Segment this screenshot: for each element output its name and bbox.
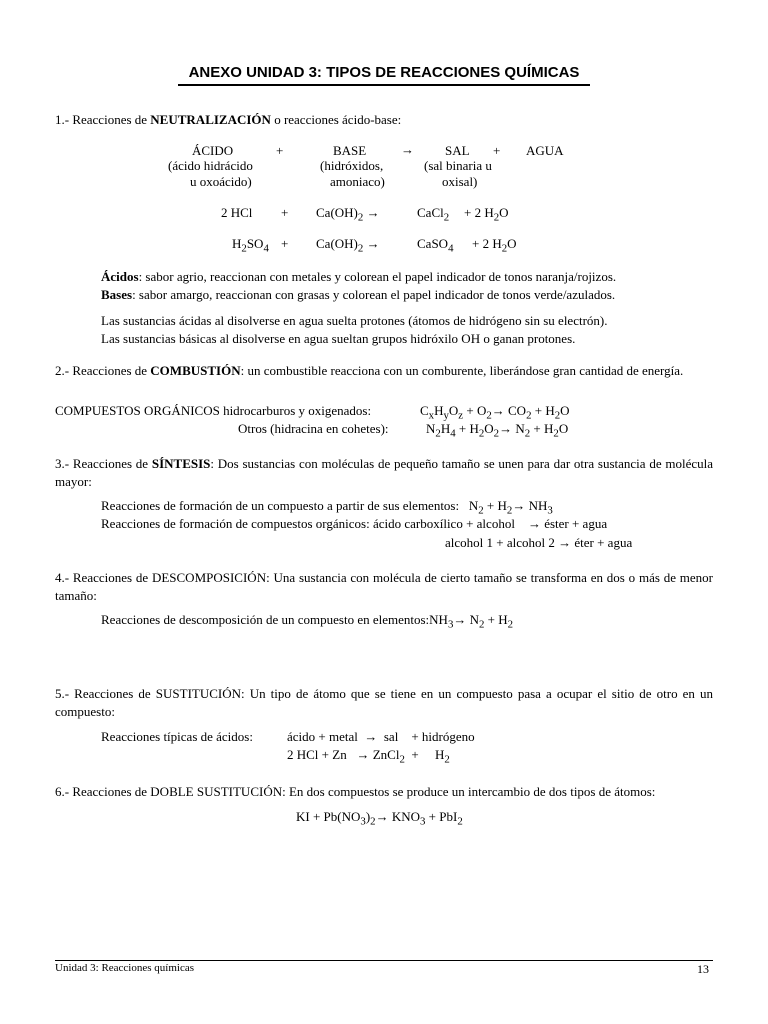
synthesis-alcohols: alcohol 1 + alcohol 2 → éter + agua (445, 535, 633, 550)
synthesis-organic: Reacciones de formación de compuestos orgánicos: ácido carboxílico + alcohol → éster + agua (101, 516, 608, 531)
word-sal: SAL (445, 143, 470, 158)
combustion-organic-eq: $C_xH_yO_z + O_2\to CO_2 + H_2O$ (420, 403, 570, 422)
word-agua: AGUA (526, 143, 564, 158)
page-number: 13 (697, 962, 709, 976)
plus-2: + (493, 143, 501, 158)
combustion-organic-label: COMPUESTOS ORGÁNICOS hidrocarburos y oxigenados: (55, 403, 372, 418)
footer-rule (55, 960, 713, 961)
combustion-other-label: Otros (hidracina en cohetes): (238, 421, 389, 436)
eq2-plus: + (281, 236, 289, 251)
section-3-heading: 3.- Reacciones de SÍNTESIS: Dos sustancias con moléculas de pequeño tamaño se unen para dar otra sustancia de molécula mayor: (55, 456, 713, 489)
base-note-1: (hidróxidos, (320, 158, 384, 173)
word-acido: ÁCIDO (192, 143, 234, 158)
footer-unit: Unidad 3: Reacciones químicas (55, 962, 194, 974)
section-4-heading: 4.- Reacciones de DESCOMPOSICIÓN: Una sustancia con molécula de cierto tamaño se transforma en dos o más de menor tamaño: (55, 570, 713, 603)
combustion-other-eq: $N_2H_4 + H_2O_2\to N_2 + H_2O$ (426, 421, 569, 440)
acid-reactions-label: Reacciones típicas de ácidos: (101, 729, 253, 744)
acido-note-2: u oxoácido) (190, 174, 252, 189)
acid-reactions-words: ácido + metal → sal + hidrógeno (287, 729, 475, 744)
page-title: ANEXO UNIDAD 3: TIPOS DE REACCIONES QUÍMICAS (188, 64, 580, 81)
section-2-heading: 2.- Reacciones de COMBUSTIÓN: un combustible reacciona con un comburente, liberándose gran cantidad de energía. (55, 363, 684, 378)
eq2-h2so4: $H_2SO_4$ (232, 236, 269, 255)
double-substitution-eq: KI + $Pb(NO_3)_2\to KNO_3 + PbI_2$ (296, 809, 463, 828)
acido-note-1: (ácido hidrácido (168, 158, 253, 173)
plus-1: + (276, 143, 284, 158)
section-5-heading: 5.- Reacciones de SUSTITUCIÓN: Un tipo de átomo que se tiene en un compuesto pasa a ocupar el sitio de otro en un compuesto: (55, 686, 713, 719)
sal-note-1: (sal binaria u (424, 158, 492, 173)
eq2-caso4: CaSO$_4$ (417, 236, 454, 255)
eq1-hcl: 2 HCl (221, 205, 253, 220)
eq1-cacl: CaCl$_2$ (417, 205, 450, 224)
base-note-2: amoniaco) (330, 174, 385, 189)
acid-protons-line: Las sustancias ácidas al disolverse en agua suelta protones (átomos de hidrógeno sin su electrón). (101, 313, 608, 328)
decomposition-eq: Reacciones de descomposición de un compuesto en $elementos:NH_3\to N_2 + H_2$ (101, 612, 514, 631)
eq1-plus: + (281, 205, 289, 220)
eq1-water: + 2 $H_2O$ (464, 205, 509, 224)
title-underline (178, 84, 590, 86)
base-hydroxyl-line: Las sustancias básicas al disolverse en agua sueltan grupos hidróxilo OH o ganan protones. (101, 331, 576, 346)
synthesis-elements: Reacciones de formación de un compuesto a partir de sus elementos: $N_2 + H_2\to NH_3$ (101, 498, 553, 517)
acid-reactions-formula: 2 HCl + Zn → ZnCl$_2$ + $H_2$ (287, 747, 450, 766)
eq2-caoh: $Ca(OH)_2$ → (316, 236, 380, 255)
arrow-1: → (401, 142, 414, 157)
section-6-heading: 6.- Reacciones de DOBLE SUSTITUCIÓN: En dos compuestos se produce un intercambio de dos tipos de átomos: (55, 784, 656, 799)
bases-line: Bases: sabor amargo, reaccionan con grasas y colorean el papel indicador de tonos verde/azulados. (101, 287, 616, 302)
acids-line: Ácidos: sabor agrio, reaccionan con metales y colorean el papel indicador de tonos naranja/rojizos. (101, 269, 617, 284)
eq2-water: + 2 $H_2O$ (472, 236, 517, 255)
sal-note-2: oxisal) (442, 174, 478, 189)
word-base: BASE (333, 143, 367, 158)
eq1-caoh: $Ca(OH)_2$ → (316, 205, 380, 224)
section-1-heading: 1.- Reacciones de NEUTRALIZACIÓN o reacciones ácido-base: (55, 112, 402, 127)
